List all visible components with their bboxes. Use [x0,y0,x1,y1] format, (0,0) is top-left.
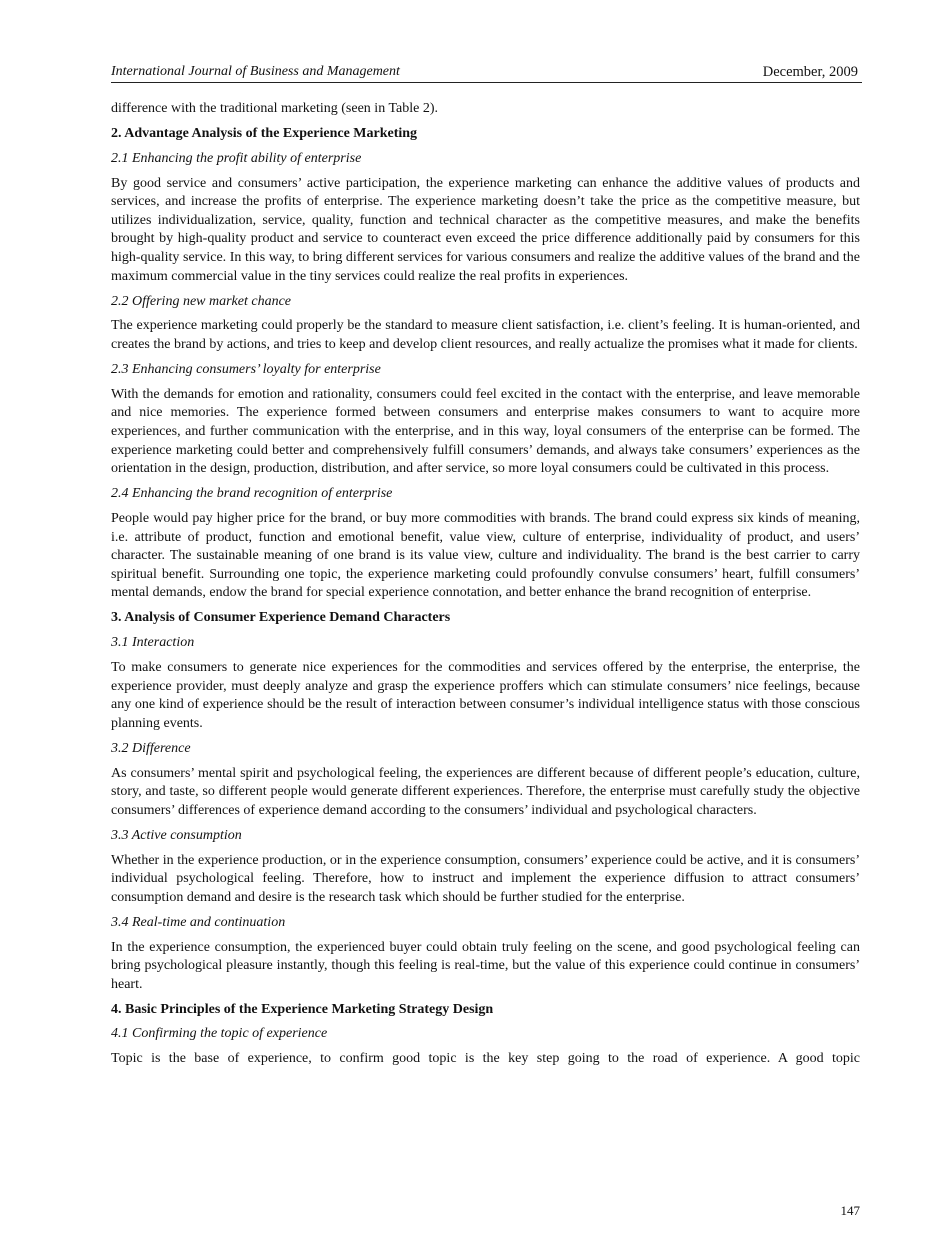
body-paragraph: To make consumers to generate nice experiences for the commodities and services offered by the enterprise, the enterprise, the experience provider, must deeply analyze and grasp the experience proffers which can stimulate consumers’ nice feelings, because any one kind of experience should be the result of interaction between consumer’s individual intelligence status with those conscious planning events. [111,660,860,731]
subsection-heading: 2.3 Enhancing consumers’ loyalty for enterprise [111,361,381,377]
subsection-heading: 2.2 Offering new market chance [111,293,292,309]
page-number: 147 [840,1203,860,1218]
issue-date: December, 2009 [762,64,858,80]
subsection-heading: 2.1 Enhancing the profit ability of enterprise [111,150,362,166]
subsection-heading: 2.4 Enhancing the brand recognition of enterprise [111,486,393,502]
journal-title: International Journal of Business and Management [111,64,400,79]
body-paragraph: As consumers’ mental spirit and psychological feeling, the experiences are different because of different people’s education, culture, story, and taste, so different people would generate different experiences. Therefore, the enterprise must carefully study the objective consumers’ differences of experience demand according to the consumers’ individual and psychological characters. [111,765,860,818]
body-paragraph: Whether in the experience production, or in the experience consumption, consumers’ experience could be active, and it is consumers’ individual psychological feeling. Therefore, how to instruct and implement the experience diffusion to attract consumers’ consumption demand and desire is the research task which should be further studied for the enterprise. [111,852,860,905]
body-paragraph: People would pay higher price for the brand, or buy more commodities with brands. The brand could express six kinds of meaning, i.e. attribute of product, function and emotional benefit, value view, culture of enterprise, individuality of product, and users’ character. The sustainable meaning of one brand is its value view, culture and individuality. The brand is the best carrier to carry spiritual benefit. Surrounding one topic, the experience marketing could profoundly convulse consumers’ heart, fulfill consumers’ mental demands, endow the brand for special experience connotation, and better enhance the brand recognition of enterprise. [111,510,860,601]
body-paragraph: By good service and consumers’ active participation, the experience marketing can enhance the additive values of products and services, and increase the profits of enterprise. The experience marketing doesn’t take the price as the competitive measure, but utilizes individualization, service, quality, function and technical character as the competitive measures, and make the benefits brought by high-quality product and service to counteract even exceed the price difference additionally paid by consumers for this high-quality service. In this way, to bring different services for various consumers and realize the additive values of the brand and the maximum commercial value in the tiny services could realize the real profits in experiences. [111,175,860,284]
subsection-heading: 3.3 Active consumption [111,827,242,843]
body-paragraph: Topic is the base of experience, to confirm good topic is the key step going to the road of experience. A good topic [111,1051,860,1067]
running-header [111,62,862,83]
subsection-heading: 3.4 Real-time and continuation [111,914,286,930]
section-heading: 4. Basic Principles of the Experience Marketing Strategy Design [111,1001,494,1017]
section-heading: 2. Advantage Analysis of the Experience Marketing [111,125,418,141]
subsection-heading: 3.2 Difference [111,740,191,756]
body-paragraph: The experience marketing could properly be the standard to measure client satisfaction, i.e. client’s feeling. It is human-oriented, and creates the brand by actions, and tries to keep and develop client resources, and really actualize the promises what it made for clients. [111,318,860,353]
body-paragraph: With the demands for emotion and rationality, consumers could feel excited in the contact with the enterprise, and leave memorable and nice memories. The experience formed between consumers and enterprise makes consumers to want to acquire more experiences, and further communication with the enterprise, and in this way, loyal consumers of the enterprise can be formed. The experience marketing could better and comprehensively fulfill consumers’ demands, and always take consumers’ experiences as the orientation in the design, production, distribution, and after service, so more loyal consumers could be cultivated in this process. [111,386,860,477]
article-body [111,100,860,1075]
subsection-heading: 4.1 Confirming the topic of experience [111,1026,328,1042]
body-paragraph: In the experience consumption, the experienced buyer could obtain truly feeling on the scene, and good psychological feeling can bring psychological pleasure instantly, though this feeling is real-time, but the value of this experience could continue in consumers’ heart. [111,939,860,992]
body-paragraph: difference with the traditional marketing (seen in Table 2). [111,101,438,116]
section-heading: 3. Analysis of Consumer Experience Demand Characters [111,610,451,626]
subsection-heading: 3.1 Interaction [111,635,195,651]
